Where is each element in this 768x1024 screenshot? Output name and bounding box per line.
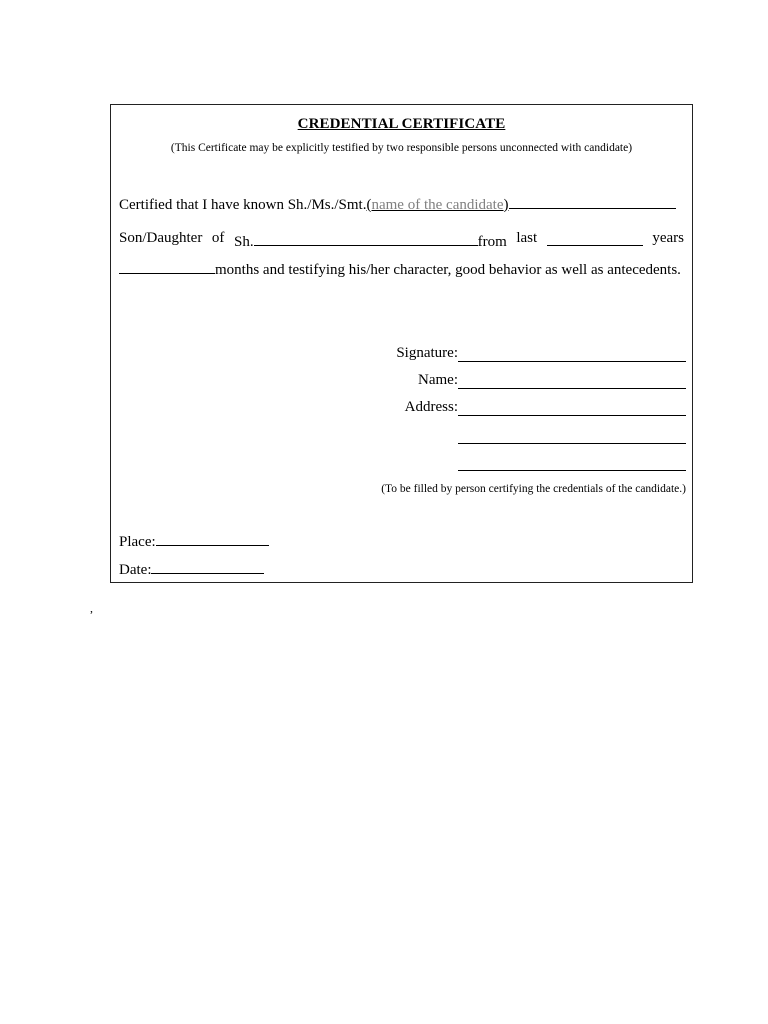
- close-paren: ): [503, 197, 509, 213]
- parent-name-group: [234, 230, 507, 251]
- stray-comma-mark: ,: [90, 601, 93, 615]
- open-paren: (: [366, 197, 372, 213]
- credential-certificate-form: [110, 104, 693, 583]
- certification-line-candidate: [119, 193, 676, 214]
- last-label: last: [516, 230, 538, 246]
- place-row: [119, 530, 269, 551]
- name-row: [418, 372, 686, 389]
- address-field-line-2[interactable]: [458, 428, 686, 444]
- certification-line-months: [119, 258, 681, 279]
- certification-line-parent: [119, 230, 684, 251]
- candidate-name-blank[interactable]: [509, 193, 676, 209]
- sh-label: Sh.: [233, 234, 254, 250]
- months-field[interactable]: [119, 258, 215, 274]
- certificate-title: CREDENTIAL CERTIFICATE: [297, 116, 506, 132]
- months-text: months and testifying his/her character, good behavior as well as antecedents.: [215, 262, 681, 278]
- date-row: [119, 558, 264, 579]
- signature-field[interactable]: [458, 346, 686, 362]
- name-field[interactable]: [458, 373, 686, 389]
- date-label: Date:: [119, 562, 152, 578]
- date-field[interactable]: [151, 558, 264, 574]
- address-row-3: [458, 455, 686, 471]
- place-label: Place:: [119, 534, 156, 550]
- name-label: Name:: [418, 372, 458, 388]
- certificate-subtitle: (This Certificate may be explicitly testified by two responsible persons unconnected with candidate): [170, 142, 633, 154]
- address-label: Address:: [404, 399, 458, 415]
- candidate-name-field[interactable]: name of the candidate: [371, 197, 504, 213]
- address-row: [405, 399, 686, 416]
- signature-label: Signature:: [396, 345, 458, 361]
- son-daughter-label: Son/Daughter: [119, 230, 203, 246]
- address-field-line-3[interactable]: [458, 455, 686, 471]
- from-label: from: [477, 234, 507, 250]
- address-row-2: [458, 428, 686, 444]
- place-field[interactable]: [156, 530, 269, 546]
- years-field[interactable]: [547, 230, 643, 246]
- signature-row: [396, 345, 686, 362]
- certified-known-text: Certified that I have known Sh./Ms./Smt.: [119, 197, 367, 213]
- years-label: years: [652, 230, 684, 246]
- certifier-note: (To be filled by person certifying the credentials of the candidate.): [381, 483, 686, 495]
- parent-name-field[interactable]: [254, 230, 478, 246]
- address-field-line-1[interactable]: [458, 400, 686, 416]
- of-label: of: [211, 230, 225, 246]
